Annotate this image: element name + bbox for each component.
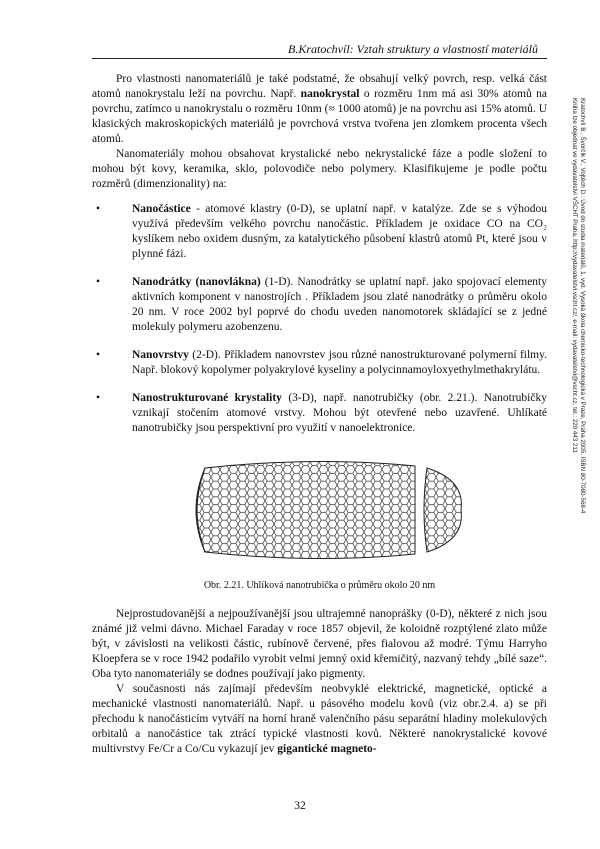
figure-caption: Obr. 2.21. Uhlíková nanotrubička o průměru okolo 20 nm bbox=[203, 580, 436, 591]
header-rule bbox=[92, 58, 547, 59]
bullet-icon: • bbox=[96, 276, 101, 288]
list-text: (1-D). Nanodrátky se uplatní např. jako spojovací elementy aktivních komponent v nanostrojích . Příkladem jsou zlaté nanodrátky o průměru okolo 20 nm. V roce 2002 byl poprvé do chodu uveden nanomotorek skládající se z jedné molekuly polymeru azobenzenu. bbox=[132, 276, 547, 333]
side-citation-line-1: Kratochvíl B., Švorčík V., Vojtěch D.: Úvod do studia materiálů, 1. vyd. Vysoká škola chemicko-technologická v Praze, Praha 2005, ISBN 80-7080-568-4 bbox=[579, 98, 586, 514]
list-term: Nanočástice bbox=[132, 203, 191, 215]
paragraph-intro-2: Nanomateriály mohou obsahovat krystalické nebo nekrystalické fáze a podle složení to mohou být kovy, keramika, sklo, polovodiče nebo polymery. Klasifikujeme je podle počtu rozměrů (dimenzionality) na: bbox=[92, 148, 547, 190]
paragraph-intro-1 bbox=[92, 72, 547, 147]
bold-term: nanokrystal bbox=[300, 88, 360, 100]
page-number: 32 bbox=[294, 800, 306, 812]
bullet-icon: • bbox=[96, 392, 101, 404]
list-text: (3-D), např. nanotrubičky (obr. 2.21.). Nanotrubičky vznikají stočením atomové vrstvy. Mohou být otevřené nebo uzavřené. Uhlíkaté nanotrubičky jsou perspektivní pro využití v nanoelektronice. bbox=[132, 392, 547, 434]
figure-nanotube bbox=[92, 450, 547, 570]
paragraph-4 bbox=[92, 682, 547, 757]
list-term: Nanovrstvy bbox=[132, 349, 189, 361]
list-term: Nanodrátky (nanovlákna) bbox=[132, 276, 261, 288]
bold-term: gigantické magneto- bbox=[277, 743, 377, 755]
bullet-icon: • bbox=[96, 203, 101, 215]
classification-list bbox=[92, 202, 547, 436]
nanotube-illustration bbox=[175, 450, 465, 570]
text-run: o rozměru 1nm má asi 30% atomů na povrchu, zatímco u nanokrystalu o rozměru 10nm (≈ 1000 atomů) je na povrchu asi 15% atomů. U klasických makroskopických materiálů je povrchová vrstva tvořena jen zlomkem procenta všech atomů. bbox=[92, 88, 547, 145]
list-text: - atomové klastry (0-D), se uplatní např. v katalýze. Zde se s výhodou využívá především velkého povrchu nanočástic. Příkladem je oxidace CO na CO₂ kyslíkem nebo oxidem dusným, za katalytického působení klastrů atomů Pt, které jsou v plynné fázi. bbox=[132, 203, 547, 260]
paragraph-3: Nejprostudovanější a nejpoužívanější jsou ultrajemné nanoprášky (0-D), některé z nich jsou známé již velmi dávno. Michael Faraday v roce 1857 objevil, že koloidně rozptýlené zlato může být, v závislosti na velikosti částic, rubínově červené, přes fialovou až modré. Týmu Harryho Kloepfera se v roce 1942 podařilo vyrobit velmi jemný oxid křemičitý, nazvaný tehdy „bílé saze“. Oba tyto nanomateriály se dodnes používají jako pigmenty. bbox=[92, 608, 547, 680]
bullet-icon: • bbox=[96, 349, 101, 361]
side-citation bbox=[570, 98, 586, 698]
running-header: B.Kratochvíl: Vztah struktury a vlastností materiálů bbox=[288, 42, 538, 56]
list-item bbox=[92, 275, 547, 335]
text-run: Pro vlastnosti nanomateriálů je také podstatné, že obsahují velký povrch, resp. velká část atomů nanokrystalu leží na povrchu. Např. bbox=[92, 73, 547, 100]
list-item bbox=[92, 391, 547, 436]
page-body bbox=[92, 72, 547, 757]
side-citation-line-2: Kniha Ize objednat ve vydavatelství VŠCHT Praha, http://vydavatelstvi.vscht.cz/, e-mail: vydavatelstvi@vscht.cz, tel.: 220 443 211 bbox=[571, 98, 578, 453]
list-term: Nanostrukturované krystality bbox=[132, 392, 282, 404]
list-item bbox=[92, 202, 547, 262]
list-item bbox=[92, 348, 547, 378]
list-text: (2-D). Příkladem nanovrstev jsou různé nanostrukturované polymerní filmy. Např. blokový kopolymer polyakrylové kyseliny a polycinnamoyloxyethylmethakrylátu. bbox=[132, 349, 547, 376]
text-run: V současnosti nás zajímají především neobvyklé elektrické, magnetické, optické a mechanické vlastnosti nanomateriálů. Např. u pásového modelu kovů (viz obr.2.4. a) se při přechodu k nanočásticím vytváří na horní hraně valenčního pásu separátní hladiny molekulových orbitalů a nanočástice tak ztrácí typické vlastnosti kovů. Některé nanokrystalické kovové multivrstvy Fe/Cr a Co/Cu vykazují jev bbox=[92, 683, 547, 755]
